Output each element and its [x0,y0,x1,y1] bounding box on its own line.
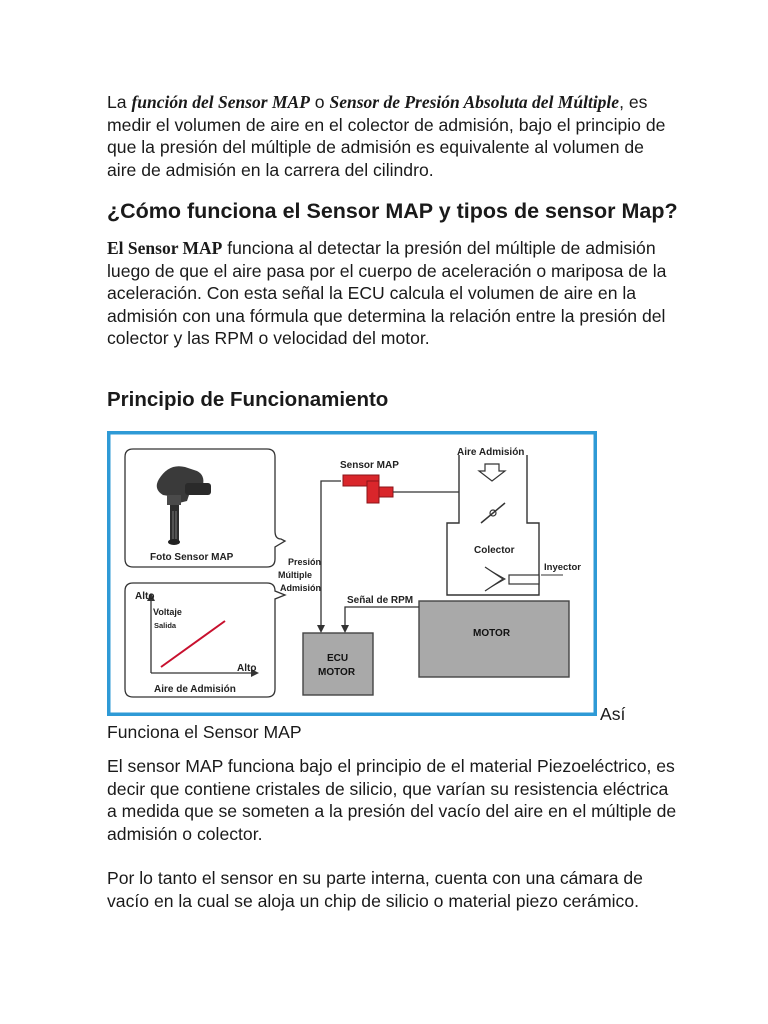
ecu-motor-box [303,633,373,695]
caption-asi: Así [600,704,626,724]
intro-lead: La [107,92,132,112]
ecu-label-2: MOTOR [318,667,356,678]
heading-principle: Principio de Funcionamiento [107,388,389,411]
graph-voltaje: Voltaje [153,607,182,617]
collector-label: Colector [474,545,515,556]
motor-box [419,601,569,677]
graph-salida: Salida [154,621,177,630]
how-it-works-paragraph [107,237,677,350]
map-sensor-diagram [107,431,597,716]
ecu-label-1: ECU [327,653,349,664]
photo-label: Foto Sensor MAP [150,552,234,563]
intro-conjunction: o [309,92,330,112]
graph-xlabel: Aire de Admisión [154,684,236,695]
air-intake-label: Aire Admisión [457,447,525,458]
pressure-label-1: Presión [288,557,322,567]
intro-paragraph [107,91,677,181]
injector-label: Inyector [544,562,581,573]
heading-how-it-works: ¿Cómo funciona el Sensor MAP y tipos de sensor Map? [107,199,678,223]
silicon-chip-paragraph: Por lo tanto el sensor en su parte interna, cuenta con una cámara de vacío en la cual se aloja un chip de silicio o material piezo cerámico. [107,868,643,911]
caption-text: Funciona el Sensor MAP [107,722,302,742]
photo-bubble [125,449,285,567]
rpm-signal-label: Señal de RPM [347,595,414,606]
intro-rest: , es medir el volumen de aire en el colector de admisión, bajo el principio de que la presión del múltiple de admisión es equivalente al volumen de aire de admisión en la carrera del cilindro. [107,92,666,180]
pressure-label-3: Admisión [280,583,322,593]
intro-emphasis-name: Sensor de Presión Absoluta del Múltiple [329,92,620,112]
graph-alto-y: Alto [135,591,155,602]
sensor-map-label: Sensor MAP [340,460,399,471]
piezo-paragraph: El sensor MAP funciona bajo el principio de el material Piezoeléctrico, es decir que contiene cristales de silicio, que varían su resistencia eléctrica a medida que se someten a la presión del vacío del aire en el múltiple de admisión o colector. [107,756,677,844]
motor-label: MOTOR [473,628,511,639]
pressure-label-2: Múltiple [278,570,312,580]
graph-alto-x: Alto [237,663,257,674]
sensor-map-strong: El Sensor MAP [107,238,223,258]
how-it-works-rest: funciona al detectar la presión del múltiple de admisión luego de que el aire pasa por el cuerpo de aceleración o mariposa de la aceleración. Con esta señal la ECU calcula el volumen de aire en la admisión con una fórmula que determina la relación entre la presión del colector y las RPM o velocidad del motor. [107,238,667,348]
intro-emphasis-function: función del Sensor MAP [131,92,310,112]
